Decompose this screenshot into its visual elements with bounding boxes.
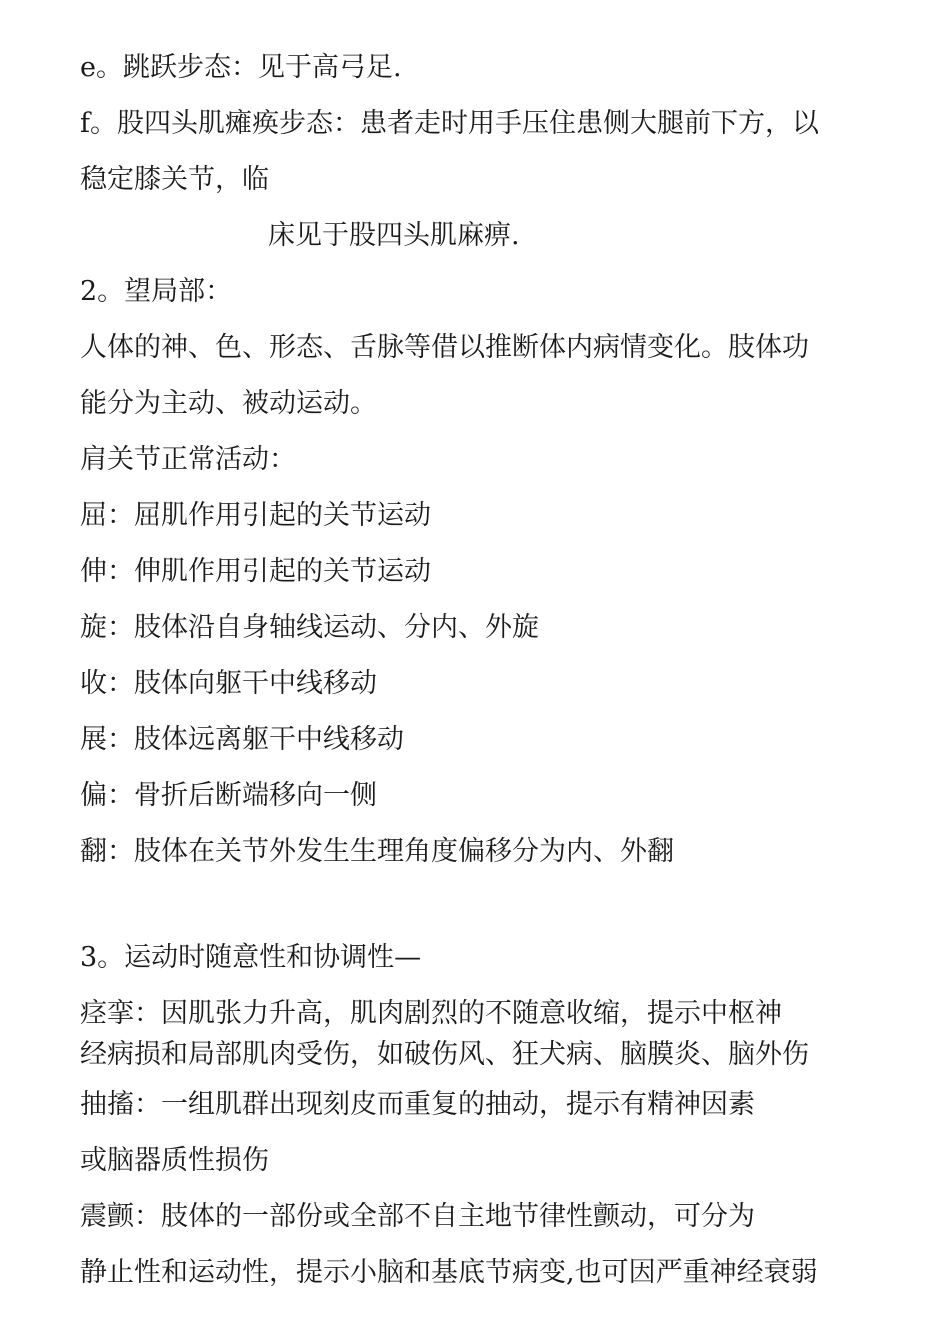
text-line-tic-cont: 或脑器质性损伤 (80, 1145, 269, 1176)
text-line-inspection-body: 人体的神、色、形态、舌脉等借以推断体内病情变化。肢体功 (80, 332, 809, 363)
text-line-eversion: 翻：肢体在关节外发生生理角度偏移分为内、外翻 (80, 836, 674, 867)
text-line-rotation: 旋：肢体沿自身轴线运动、分内、外旋 (80, 612, 539, 643)
text-line-tic: 抽搐：一组肌群出现刻皮而重复的抽动，提示有精神因素 (80, 1089, 755, 1120)
text-line-flexion: 屈：屈肌作用引起的关节运动 (80, 500, 431, 531)
text-line-tremor-cont: 静止性和运动性，提示小脑和基底节病变,也可因严重神经衰弱 (80, 1257, 818, 1288)
section-heading-local-inspection: 2。望局部： (80, 276, 233, 307)
text-line-adduction: 收：肢体向躯干中线移动 (80, 668, 377, 699)
text-line-gait-jumping: e。跳跃步态：见于高弓足. (80, 52, 402, 83)
text-line-extension: 伸：伸肌作用引起的关节运动 (80, 556, 431, 587)
text-line-deviation: 偏：骨折后断端移向一侧 (80, 780, 377, 811)
text-line-spasm: 痉挛：因肌张力升高，肌肉剧烈的不随意收缩，提示中枢神 (80, 998, 782, 1029)
text-line-inspection-body-cont: 能分为主动、被动运动。 (80, 388, 377, 419)
text-line-abduction: 展：肢体远离躯干中线移动 (80, 724, 404, 755)
text-line-shoulder-heading: 肩关节正常活动： (80, 444, 296, 475)
section-heading-coordination: 3。运动时随意性和协调性— (80, 942, 422, 973)
text-line-tremor: 震颤：肢体的一部份或全部不自主地节律性颤动，可分为 (80, 1201, 755, 1232)
text-line-gait-quadriceps-cont: 稳定膝关节，临 (80, 164, 269, 195)
text-line-gait-quadriceps-clinical: 床见于股四头肌麻痹. (268, 220, 520, 251)
text-line-spasm-cont: 经病损和局部肌肉受伤，如破伤风、狂犬病、脑膜炎、脑外伤 (80, 1039, 809, 1070)
text-line-gait-quadriceps: f。股四头肌瘫痪步态：患者走时用手压住患侧大腿前下方，以 (80, 108, 819, 139)
